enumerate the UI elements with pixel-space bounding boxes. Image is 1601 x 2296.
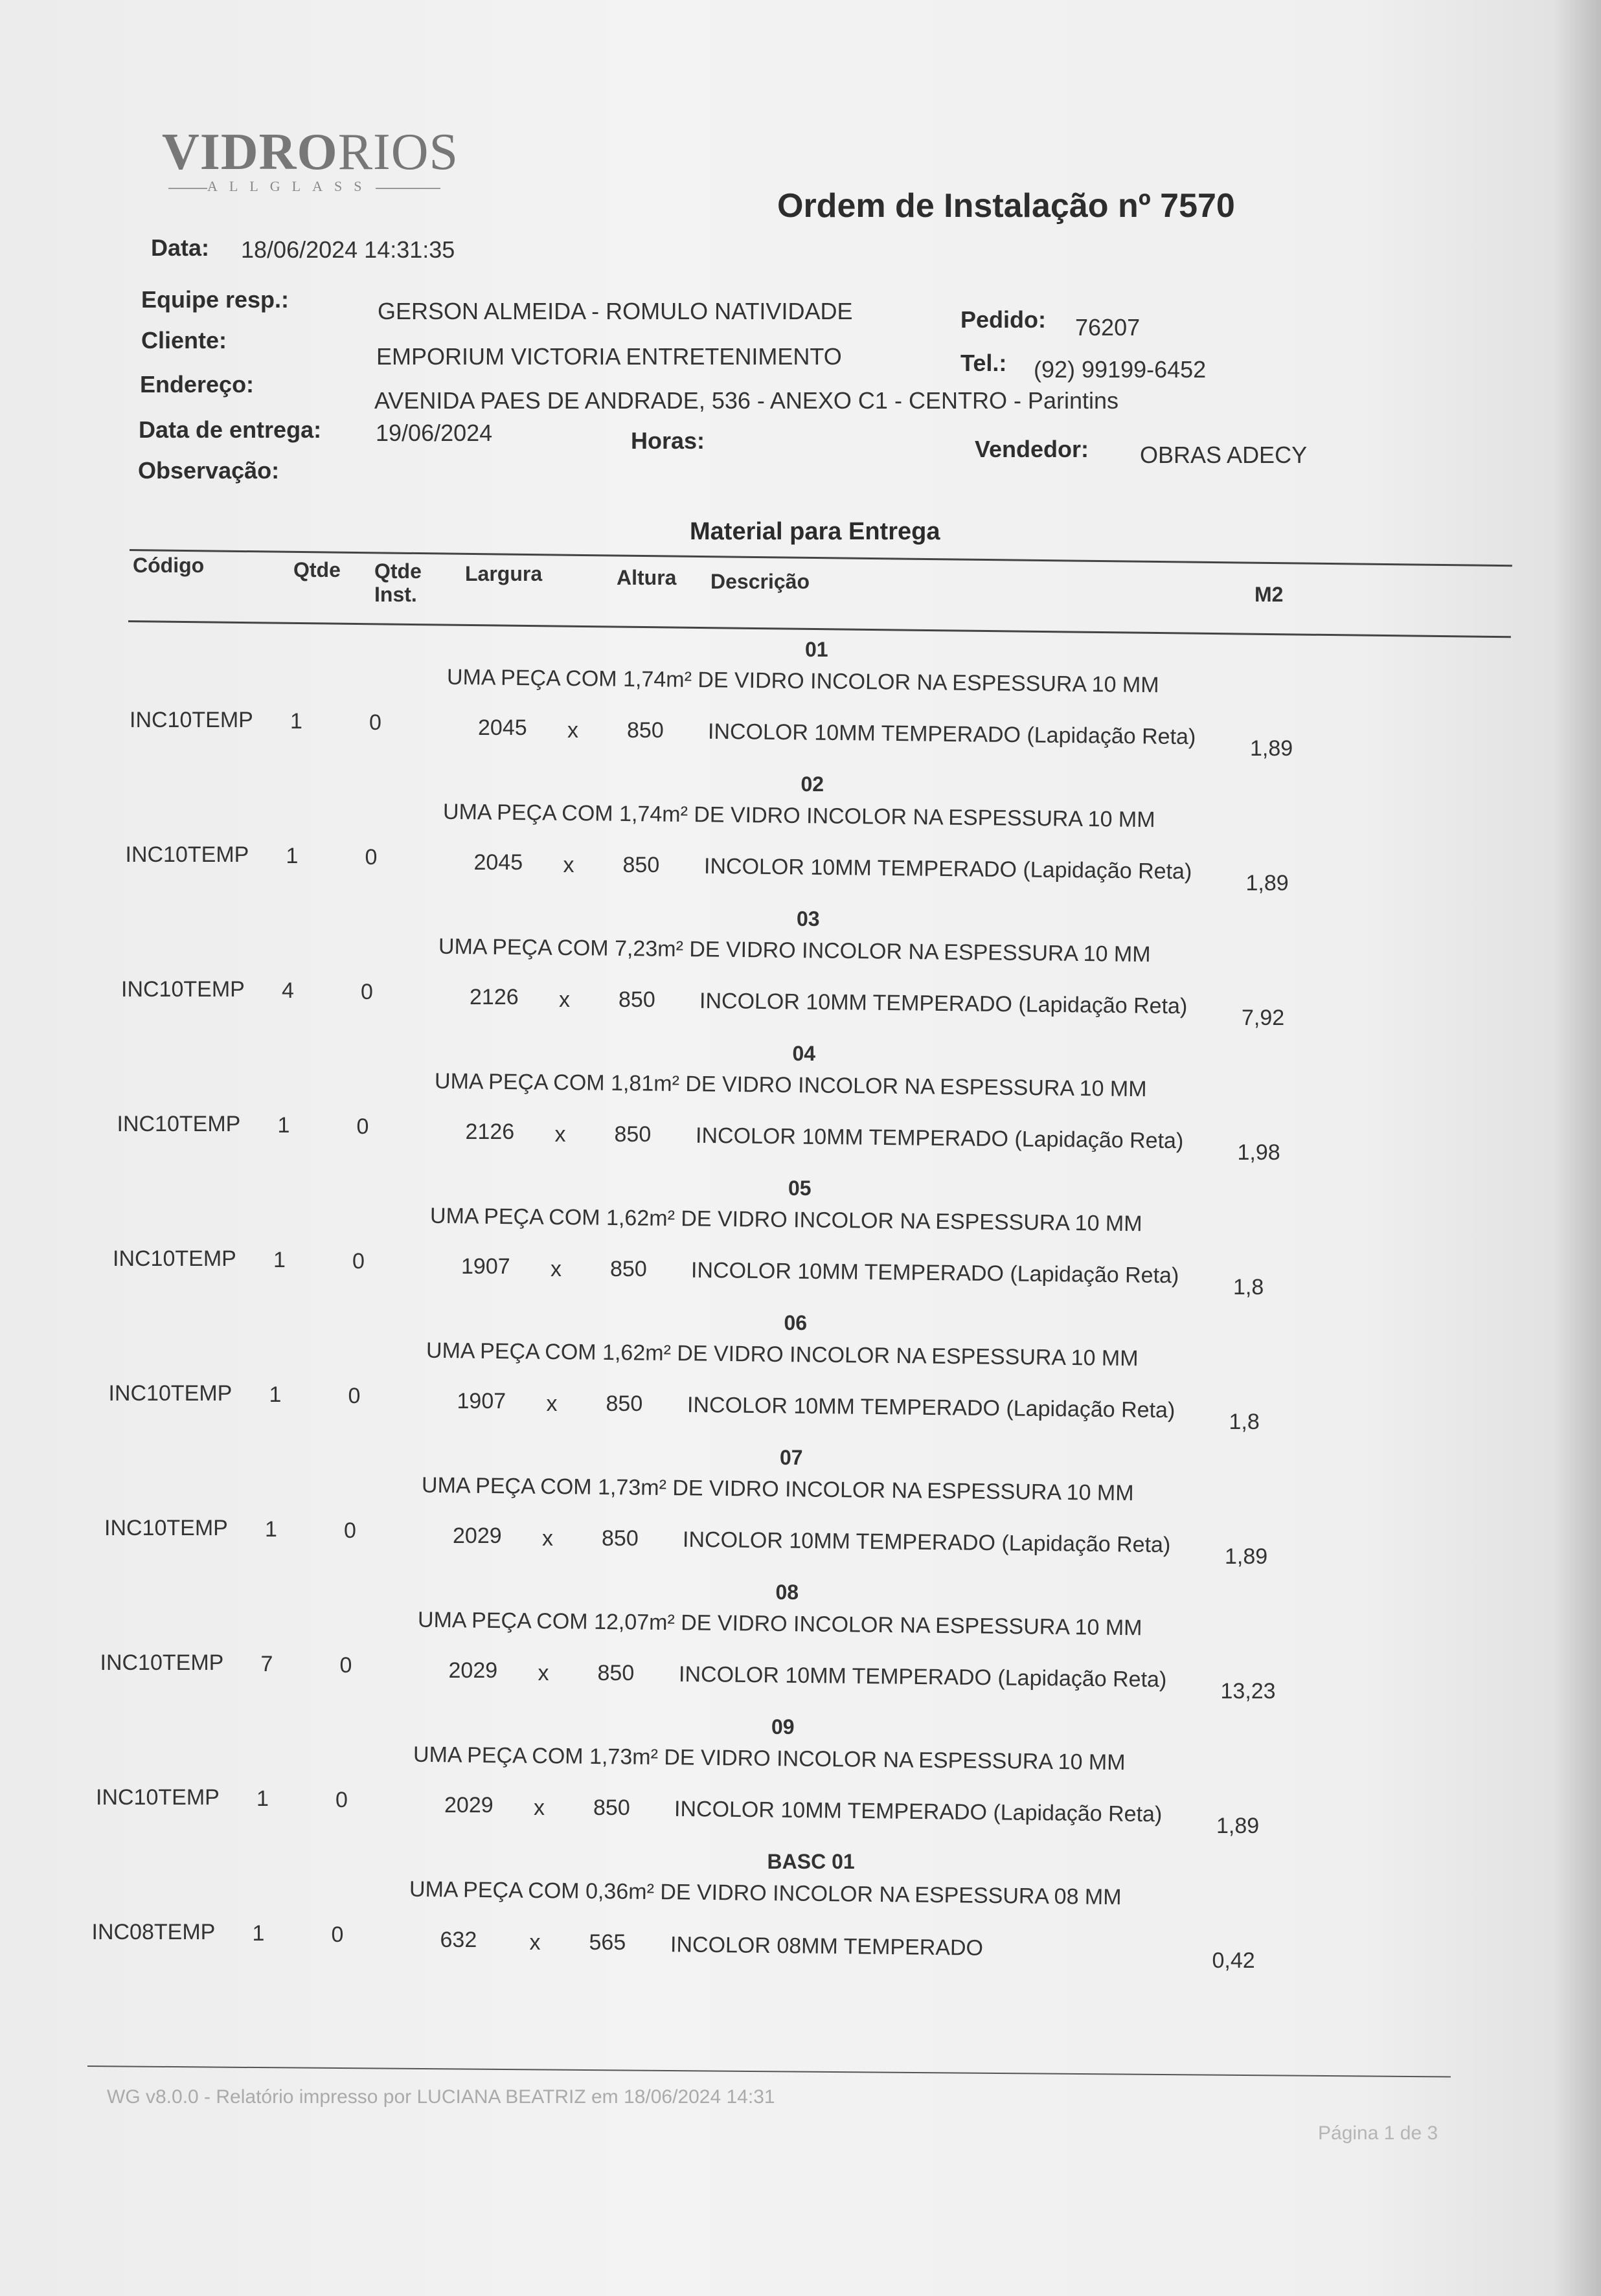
item-description-1: UMA PEÇA COM 1,62m² DE VIDRO INCOLOR NA ESPESSURA 10 MM <box>429 1203 1142 1237</box>
item-code: INC10TEMP <box>125 842 249 867</box>
horas-label: Horas: <box>631 427 705 454</box>
item-code: INC10TEMP <box>117 1112 241 1136</box>
item-times: x <box>563 853 574 877</box>
item-times: x <box>538 1661 549 1685</box>
item-code: INC10TEMP <box>113 1246 236 1271</box>
item-description-2: INCOLOR 10MM TEMPERADO (Lapidação Reta) <box>703 853 1192 884</box>
item-largura: 2126 <box>465 1120 515 1144</box>
logo-text-light: RIOS <box>337 124 459 181</box>
cliente-value: EMPORIUM VICTORIA ENTRETENIMENTO <box>376 343 842 370</box>
item-qtde-inst: 0 <box>352 1249 365 1274</box>
endereco-label: Endereço: <box>140 371 255 398</box>
item-qtde: 1 <box>252 1921 265 1946</box>
item-altura: 850 <box>610 1257 647 1281</box>
item-times: x <box>554 1122 566 1147</box>
equipe-label: Equipe resp.: <box>141 286 290 313</box>
data-label: Data: <box>151 234 210 261</box>
item-code: INC10TEMP <box>104 1516 228 1540</box>
item-altura: 850 <box>602 1526 639 1551</box>
data-entrega-label: Data de entrega: <box>139 416 322 443</box>
item-qtde-inst: 0 <box>365 845 378 870</box>
item-description-1: UMA PEÇA COM 1,74m² DE VIDRO INCOLOR NA ESPESSURA 10 MM <box>442 799 1155 833</box>
item-qtde-inst: 0 <box>331 1922 344 1947</box>
item-m2: 1,89 <box>1225 1544 1268 1569</box>
item-altura: 850 <box>619 987 655 1012</box>
item-description-2: INCOLOR 10MM TEMPERADO (Lapidação Reta) <box>687 1392 1175 1423</box>
item-number: 04 <box>792 1042 816 1065</box>
item-times: x <box>546 1391 558 1416</box>
item-times: x <box>567 718 578 743</box>
company-logo <box>162 123 459 195</box>
document-title: Ordem de Instalação nº 7570 <box>777 187 1235 225</box>
item-times: x <box>559 987 570 1012</box>
item-number: 01 <box>805 638 828 661</box>
item-description-2: INCOLOR 10MM TEMPERADO (Lapidação Reta) <box>674 1796 1163 1827</box>
page-number: Página 1 de 3 <box>1318 2122 1438 2144</box>
col-altura: Altura <box>617 566 677 589</box>
item-altura: 850 <box>597 1661 635 1685</box>
item-m2: 1,89 <box>1245 871 1289 895</box>
item-code: INC08TEMP <box>91 1920 216 1944</box>
item-code: INC10TEMP <box>100 1650 224 1675</box>
endereco-value: AVENIDA PAES DE ANDRADE, 536 - ANEXO C1 - CENTRO - Parintins <box>374 387 1118 414</box>
item-m2: 13,23 <box>1220 1679 1276 1704</box>
cliente-label: Cliente: <box>141 327 227 354</box>
item-times: x <box>542 1526 553 1551</box>
footer-text: WG v8.0.0 - Relatório impresso por LUCIANA BEATRIZ em 18/06/2024 14:31 <box>107 2086 775 2108</box>
item-qtde-inst: 0 <box>348 1384 361 1408</box>
col-qtde: Qtde <box>293 558 341 581</box>
item-altura: 850 <box>627 718 664 743</box>
item-qtde: 1 <box>277 1113 290 1138</box>
item-times: x <box>534 1795 545 1820</box>
item-largura: 2126 <box>470 985 519 1009</box>
item-qtde-inst: 0 <box>339 1653 352 1678</box>
col-largura: Largura <box>465 562 543 585</box>
col-m2: M2 <box>1255 583 1284 606</box>
item-largura: 2029 <box>453 1524 502 1548</box>
item-qtde: 1 <box>265 1517 277 1542</box>
item-m2: 1,8 <box>1229 1410 1260 1434</box>
item-code: INC10TEMP <box>96 1785 220 1810</box>
item-number: 02 <box>800 772 824 796</box>
item-qtde: 1 <box>290 709 302 734</box>
item-m2: 1,8 <box>1233 1275 1264 1300</box>
item-qtde-inst: 0 <box>335 1788 348 1812</box>
item-largura: 1907 <box>461 1254 510 1279</box>
item-code: INC10TEMP <box>121 977 245 1002</box>
item-number: 07 <box>780 1446 803 1469</box>
item-description-2: INCOLOR 10MM TEMPERADO (Lapidação Reta) <box>682 1527 1171 1558</box>
item-number: 06 <box>784 1311 808 1334</box>
item-description-1: UMA PEÇA COM 7,23m² DE VIDRO INCOLOR NA ESPESSURA 10 MM <box>438 934 1151 967</box>
item-description-1: UMA PEÇA COM 0,36m² DE VIDRO INCOLOR NA ESPESSURA 08 MM <box>409 1876 1122 1910</box>
item-altura: 850 <box>593 1795 630 1820</box>
logo-line-left <box>168 188 207 189</box>
tel-value: (92) 99199-6452 <box>1034 356 1207 383</box>
col-descricao: Descrição <box>710 570 810 593</box>
item-description-2: INCOLOR 10MM TEMPERADO (Lapidação Reta) <box>707 719 1196 750</box>
item-largura: 632 <box>440 1928 477 1952</box>
observacao-label: Observação: <box>138 457 280 484</box>
item-m2: 7,92 <box>1242 1006 1285 1030</box>
item-code: INC10TEMP <box>108 1381 233 1406</box>
data-entrega-value: 19/06/2024 <box>376 420 493 446</box>
item-description-2: INCOLOR 10MM TEMPERADO (Lapidação Reta) <box>690 1257 1179 1289</box>
vendedor-value: OBRAS ADECY <box>1140 442 1308 468</box>
section-title: Material para Entrega <box>690 518 940 545</box>
item-qtde: 1 <box>269 1382 282 1407</box>
item-qtde: 4 <box>282 978 294 1003</box>
item-altura: 565 <box>589 1930 626 1955</box>
logo-line-right <box>376 188 440 189</box>
item-largura: 2045 <box>478 715 527 740</box>
item-largura: 2029 <box>444 1793 494 1818</box>
item-qtde-inst: 0 <box>356 1114 369 1139</box>
vendedor-label: Vendedor: <box>975 436 1089 462</box>
item-description-1: UMA PEÇA COM 1,81m² DE VIDRO INCOLOR NA ESPESSURA 10 MM <box>434 1068 1147 1102</box>
item-number: 05 <box>788 1176 812 1200</box>
item-number: BASC 01 <box>767 1850 855 1873</box>
item-description-1: UMA PEÇA COM 1,73m² DE VIDRO INCOLOR NA ESPESSURA 10 MM <box>421 1472 1134 1506</box>
item-number: 08 <box>775 1581 799 1604</box>
item-description-2: INCOLOR 10MM TEMPERADO (Lapidação Reta) <box>678 1661 1166 1693</box>
item-altura: 850 <box>606 1391 643 1416</box>
pedido-label: Pedido: <box>960 306 1046 333</box>
item-qtde-inst: 0 <box>369 710 381 735</box>
pedido-value: 76207 <box>1075 314 1141 341</box>
item-qtde: 1 <box>256 1786 269 1811</box>
data-value: 18/06/2024 14:31:35 <box>241 236 455 263</box>
item-description-2: INCOLOR 08MM TEMPERADO <box>670 1932 983 1961</box>
item-largura: 2029 <box>448 1658 498 1683</box>
col-qtde-inst: Qtde Inst. <box>374 559 422 606</box>
item-times: x <box>551 1257 562 1281</box>
item-qtde-inst: 0 <box>344 1518 356 1543</box>
item-qtde: 7 <box>260 1652 273 1676</box>
item-description-1: UMA PEÇA COM 12,07m² DE VIDRO INCOLOR NA ESPESSURA 10 MM <box>417 1607 1142 1641</box>
item-description-2: INCOLOR 10MM TEMPERADO (Lapidação Reta) <box>695 1123 1183 1154</box>
item-altura: 850 <box>622 853 660 877</box>
item-m2: 1,89 <box>1216 1814 1260 1838</box>
item-qtde: 1 <box>273 1248 286 1272</box>
item-m2: 1,89 <box>1250 736 1293 761</box>
item-description-1: UMA PEÇA COM 1,74m² DE VIDRO INCOLOR NA ESPESSURA 10 MM <box>446 664 1159 698</box>
col-codigo: Código <box>133 554 205 577</box>
equipe-value: GERSON ALMEIDA - ROMULO NATIVIDADE <box>378 298 853 324</box>
item-m2: 1,98 <box>1237 1140 1280 1165</box>
item-number: 03 <box>797 907 820 930</box>
item-qtde: 1 <box>286 844 299 868</box>
tel-label: Tel.: <box>960 350 1007 376</box>
item-largura: 2045 <box>473 850 523 875</box>
logo-subtitle: ALLGLASS <box>207 178 374 194</box>
item-description-1: UMA PEÇA COM 1,62m² DE VIDRO INCOLOR NA ESPESSURA 10 MM <box>426 1338 1139 1371</box>
item-number: 09 <box>771 1715 795 1739</box>
item-code: INC10TEMP <box>130 708 253 732</box>
item-description-1: UMA PEÇA COM 1,73m² DE VIDRO INCOLOR NA ESPESSURA 10 MM <box>413 1742 1126 1775</box>
logo-text-bold: VIDRO <box>162 124 338 181</box>
item-times: x <box>529 1930 541 1955</box>
item-m2: 0,42 <box>1212 1948 1255 1973</box>
item-description-2: INCOLOR 10MM TEMPERADO (Lapidação Reta) <box>699 988 1188 1019</box>
item-altura: 850 <box>614 1122 652 1147</box>
item-qtde-inst: 0 <box>361 980 373 1004</box>
item-largura: 1907 <box>457 1389 506 1413</box>
